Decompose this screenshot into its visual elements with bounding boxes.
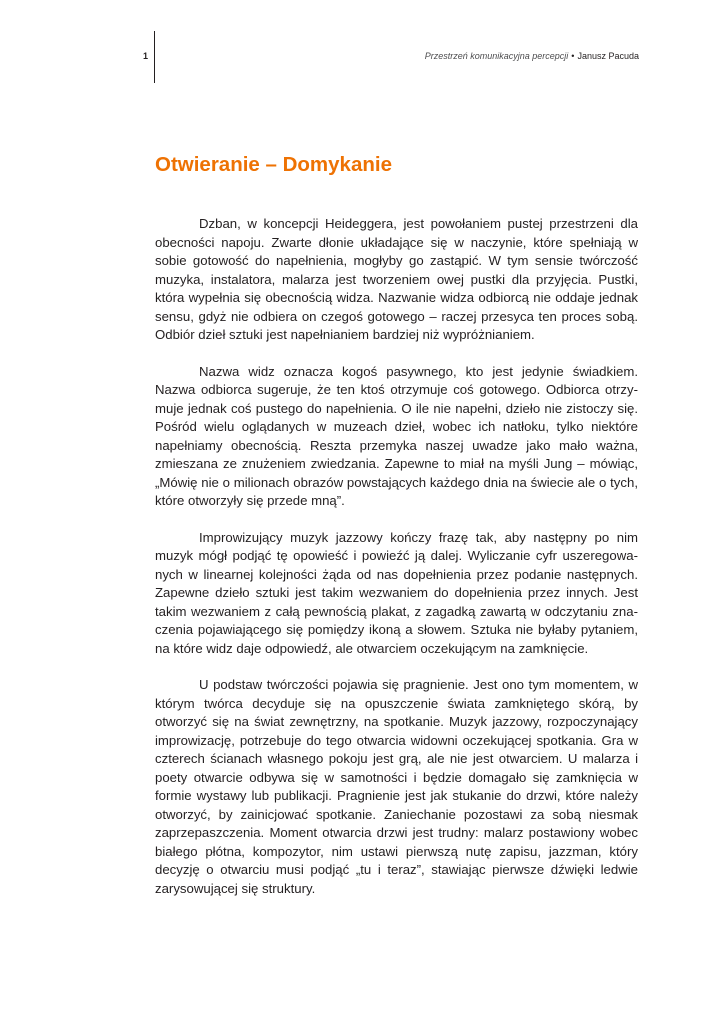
running-header <box>425 51 639 62</box>
publication-title: Przestrzeń komunikacyjna percepcji <box>424 51 569 61</box>
paragraph: U podstaw twórczości pojawia się pragnienie. Jest ono tym momentem, w którym twórca decyduje się na opuszczenie świata zamkniętego skórą, by otworzyć się na świat zewnętrzny, na spotkanie. Muzyk jazzowy, rozpoczynający improwizację, potrzebuje do tego otwarcia widowni oczekującej spotkania. Gra w czterech ścianach własnego pokoju jest grą, ale nie jest otwarciem. U malarza i poety otwarcie odbywa się w samotności i będzie domagało się zamknięcia w formie wystawy lub publikacji. Pragnienie jest jak stukanie do drzwi, które należy otworzyć, by zainicjować spotkanie. Zaniechanie pozostawi za sobą niesmak zaprzepaszczenia. Moment otwarcia drzwi jest trudny: malarz postawiony wobec białego płótna, kompozytor, nim ustawi pierwszą nutę zapisu, jazzman, który decyzję o otwarciu musi podjąć „tu i teraz”, stawiając pierwsze dźwięki ledwie zarysowującej się struktury. <box>155 677 638 896</box>
paragraph: Improwizujący muzyk jazzowy kończy frazę tak, aby następny po nim muzyk mógł podjąć tę opowieść i powieźć ją dalej. Wyliczanie cyfr uszeregowanych w linearnej kolejności żąda od nas dopełnienia przez podanie następnych. Zapewne dzieło sztuki jest takim wezwaniem do dopełnienia przez innych. Jest takim wezwaniem z całą pewnością plakat, z zagadką zawartą w odczytaniu znaczenia pojawiającego się pomiędzy ikoną a słowem. Sztuka nie byłaby pytaniem, na które widz daje odpowiedź, ale otwarciem oczekującym na zamknięcie. <box>155 529 638 656</box>
header-separator: • <box>571 51 575 61</box>
article-title: Otwieranie – Domykanie <box>155 153 392 176</box>
header-divider <box>154 31 155 83</box>
paragraph: Dzban, w koncepcji Heideggera, jest powołaniem pustej przestrzeni dla obecności napoju. Zwarte dłonie układające się w naczynie, które spełniają w sobie gotowość do napełnienia, mogłyby go zastąpić. W tym sensie twórczość muzyka, instalatora, malarza jest tworzeniem owej pustki dla przyjęcia. Pustki, która wypełnia się obecnością widza. Nazwanie widza odbiorcą nie oddaje jednak sensu, gdyż nie odbiera on czegoś gotowego – raczej przesyca ten proces sobą. Odbiór dzieł sztuki jest napełnianiem bardziej niż wypróżnianiem. <box>155 216 638 342</box>
page-number: 1 <box>143 51 149 61</box>
paragraph: Nazwa widz oznacza kogoś pasywnego, kto jest jedynie świadkiem. Nazwa odbiorca sugeruje, że ten ktoś otrzymuje coś gotowego. Odbiorca otrzymuje jednak coś pustego do napełnienia. O ile nie napełni, dzieło nie zistoczy się. Pośród wielu oglądanych w muzeach dzieł, wobec ich natłoku, tylko niektóre napełniamy obecnością. Reszta przemyka naszej uwadze jako mało ważna, zmieszana ze znużeniem zwiedzania. Zapewne to miał na myśli Jung – mówiąc, „Mówię nie o milionach obrazów powstających każdego dnia na świecie ale o tych, które otworzyły się przede mną”. <box>155 363 638 508</box>
author-name: Janusz Pacuda <box>577 51 639 61</box>
article-body <box>155 215 638 898</box>
